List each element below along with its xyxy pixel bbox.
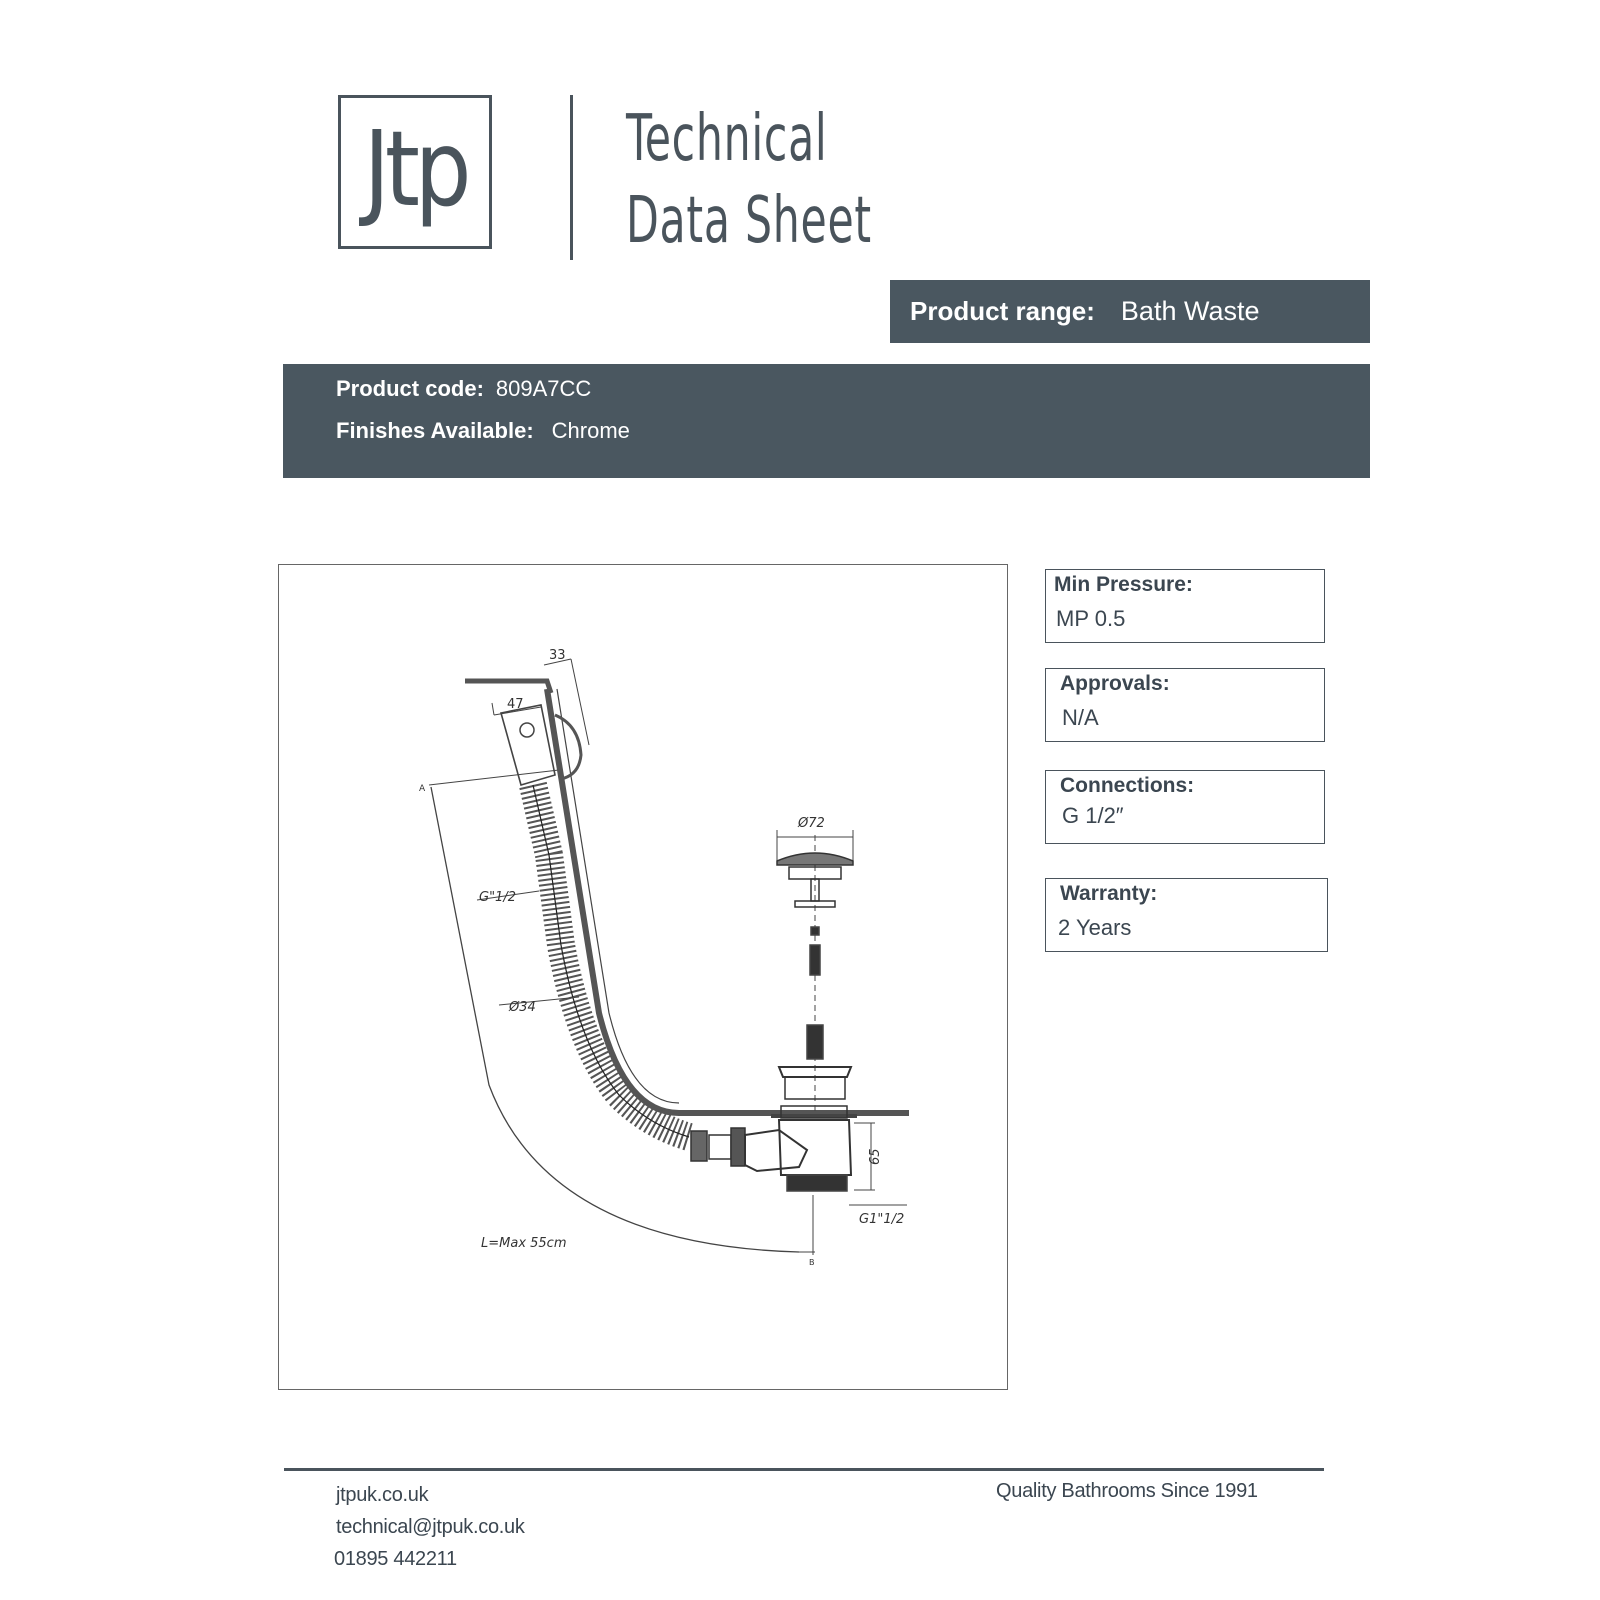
dim-length: L=Max 55cm: [481, 1236, 567, 1251]
spec-warranty: [1045, 878, 1328, 952]
product-range-value: Bath Waste: [1120, 296, 1260, 326]
finishes-value: Chrome: [551, 418, 630, 443]
dim-point-a: A: [419, 784, 426, 794]
logo-text: Jtp: [363, 108, 467, 230]
spec-value: G 1/2″: [1062, 803, 1124, 828]
technical-drawing: [279, 565, 1009, 1391]
footer-phone: 01895 442211: [334, 1548, 457, 1570]
spec-label: Approvals:: [1060, 672, 1170, 695]
product-code-row: [336, 376, 591, 402]
dim-65: 65: [868, 1148, 883, 1165]
spec-value: 2 Years: [1058, 915, 1132, 940]
finishes-label: Finishes Available:: [336, 418, 534, 443]
product-range-label: Product range:: [910, 296, 1095, 326]
spec-approvals: [1045, 668, 1325, 742]
dim-dia-72: Ø72: [798, 816, 825, 831]
spec-connections: [1045, 770, 1325, 844]
product-code-value: 809A7CC: [495, 376, 592, 401]
product-info-bar: [283, 364, 1370, 478]
dim-thread-bottom: G1"1/2: [859, 1212, 905, 1227]
spec-label: Connections:: [1060, 774, 1195, 797]
footer-divider: [284, 1468, 1324, 1471]
footer-website: jtpuk.co.uk: [336, 1484, 429, 1506]
dim-dia-34: Ø34: [509, 1000, 536, 1015]
spec-value: N/A: [1062, 705, 1099, 730]
product-code-label: Product code:: [336, 376, 484, 401]
product-range-bar: [890, 280, 1370, 343]
spec-value: MP 0.5: [1056, 606, 1126, 631]
dim-thread-top: G"1/2: [479, 890, 516, 905]
spec-label: Warranty:: [1060, 882, 1158, 905]
title-technical: Technical: [626, 102, 828, 176]
dim-47: 47: [507, 697, 524, 712]
finishes-row: [336, 418, 630, 444]
title-divider: [570, 95, 573, 260]
footer-tagline: Quality Bathrooms Since 1991: [996, 1480, 1258, 1502]
title-data-sheet: Data Sheet: [626, 184, 872, 258]
dim-33: 33: [549, 648, 566, 663]
spec-min-pressure: [1045, 569, 1325, 643]
footer-email: technical@jtpuk.co.uk: [336, 1516, 525, 1538]
logo: [338, 95, 492, 249]
technical-drawing-frame: [278, 564, 1008, 1390]
dim-point-b: B: [809, 1258, 815, 1267]
spec-label: Min Pressure:: [1054, 573, 1193, 596]
